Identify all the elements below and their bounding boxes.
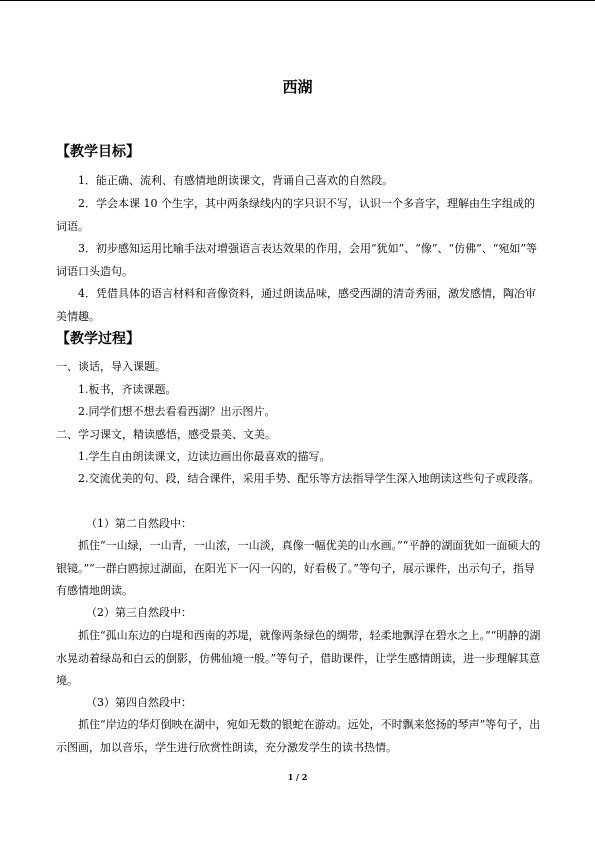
goal-item-3: 3．初步感知运用比喻手法对增强语言表达效果的作用，会用“犹如”、“像”、“仿佛”、“宛如”等词语口头造句。 — [56, 242, 537, 278]
subsection-1-title: （1）第二自然段中： — [86, 517, 192, 530]
process-heading: 【教学过程】 — [56, 331, 140, 347]
goals-heading: 【教学目标】 — [56, 144, 140, 160]
goal-item-2: 2．学会本课 10 个生字，其中两条绿线内的字只识不写，认识一个多音字，理解由生字组成的词语。 — [56, 197, 535, 233]
page-number: 1 / 2 — [287, 772, 308, 782]
process-step-2: 二、学习课文，精读感悟，感受景美、文美。 — [56, 428, 276, 441]
process-step-2-2: 2.交流优美的句、段，结合课件，采用手势、配乐等方法指导学生深入地朗读这些句子或段落。 — [78, 472, 540, 485]
process-step-2-1: 1.学生自由朗读课文，边读边画出你最喜欢的描写。 — [78, 450, 331, 463]
process-step-1: 一、谈话，导入课题。 — [56, 360, 166, 373]
subsection-2-title: （2）第三自然段中： — [86, 606, 192, 619]
subsection-3-title: （3）第四自然段中： — [86, 696, 192, 709]
document-title: 西湖 — [282, 78, 313, 96]
process-step-1-2: 2.同学们想不想去看看西湖？出示图片。 — [78, 405, 276, 418]
process-step-1-1: 1.板书，齐读课题。 — [78, 383, 177, 396]
header-rule — [0, 0, 595, 1]
subsection-1-body: 抓住“一山绿，一山青，一山浓，一山淡，真像一幅优美的山水画。”“平静的湖面犹如一面硕大的银镜。”“一群白鸥掠过湖面，在阳光下一闪一闪的，好看极了。”等句子，展示课件，出示句子，指导有感情地朗读。 — [56, 539, 541, 597]
goal-item-1: 1．能正确、流利、有感情地朗读课文，背诵自己喜欢的自然段。 — [78, 174, 393, 187]
goal-item-4: 4．凭借具体的语言材料和音像资料，通过朗读品味，感受西湖的清奇秀丽，激发感情，陶冶审美情趣。 — [56, 287, 536, 323]
subsection-2-body: 抓住“孤山东边的白堤和西南的苏堤，就像两条绿色的绸带，轻柔地飘浮在碧水之上。”“明静的湖水晃动着绿岛和白云的倒影，仿佛仙境一般。”等句子，借助课件，让学生感情朗读，进一步理解其意境。 — [56, 629, 541, 687]
subsection-3-body: 抓住“岸边的华灯倒映在湖中，宛如无数的银蛇在游动。远处，不时飘来悠扬的琴声”等句子，出示图画，加以音乐，学生进行欣赏性朗读，充分激发学生的读书热情。 — [56, 718, 541, 754]
